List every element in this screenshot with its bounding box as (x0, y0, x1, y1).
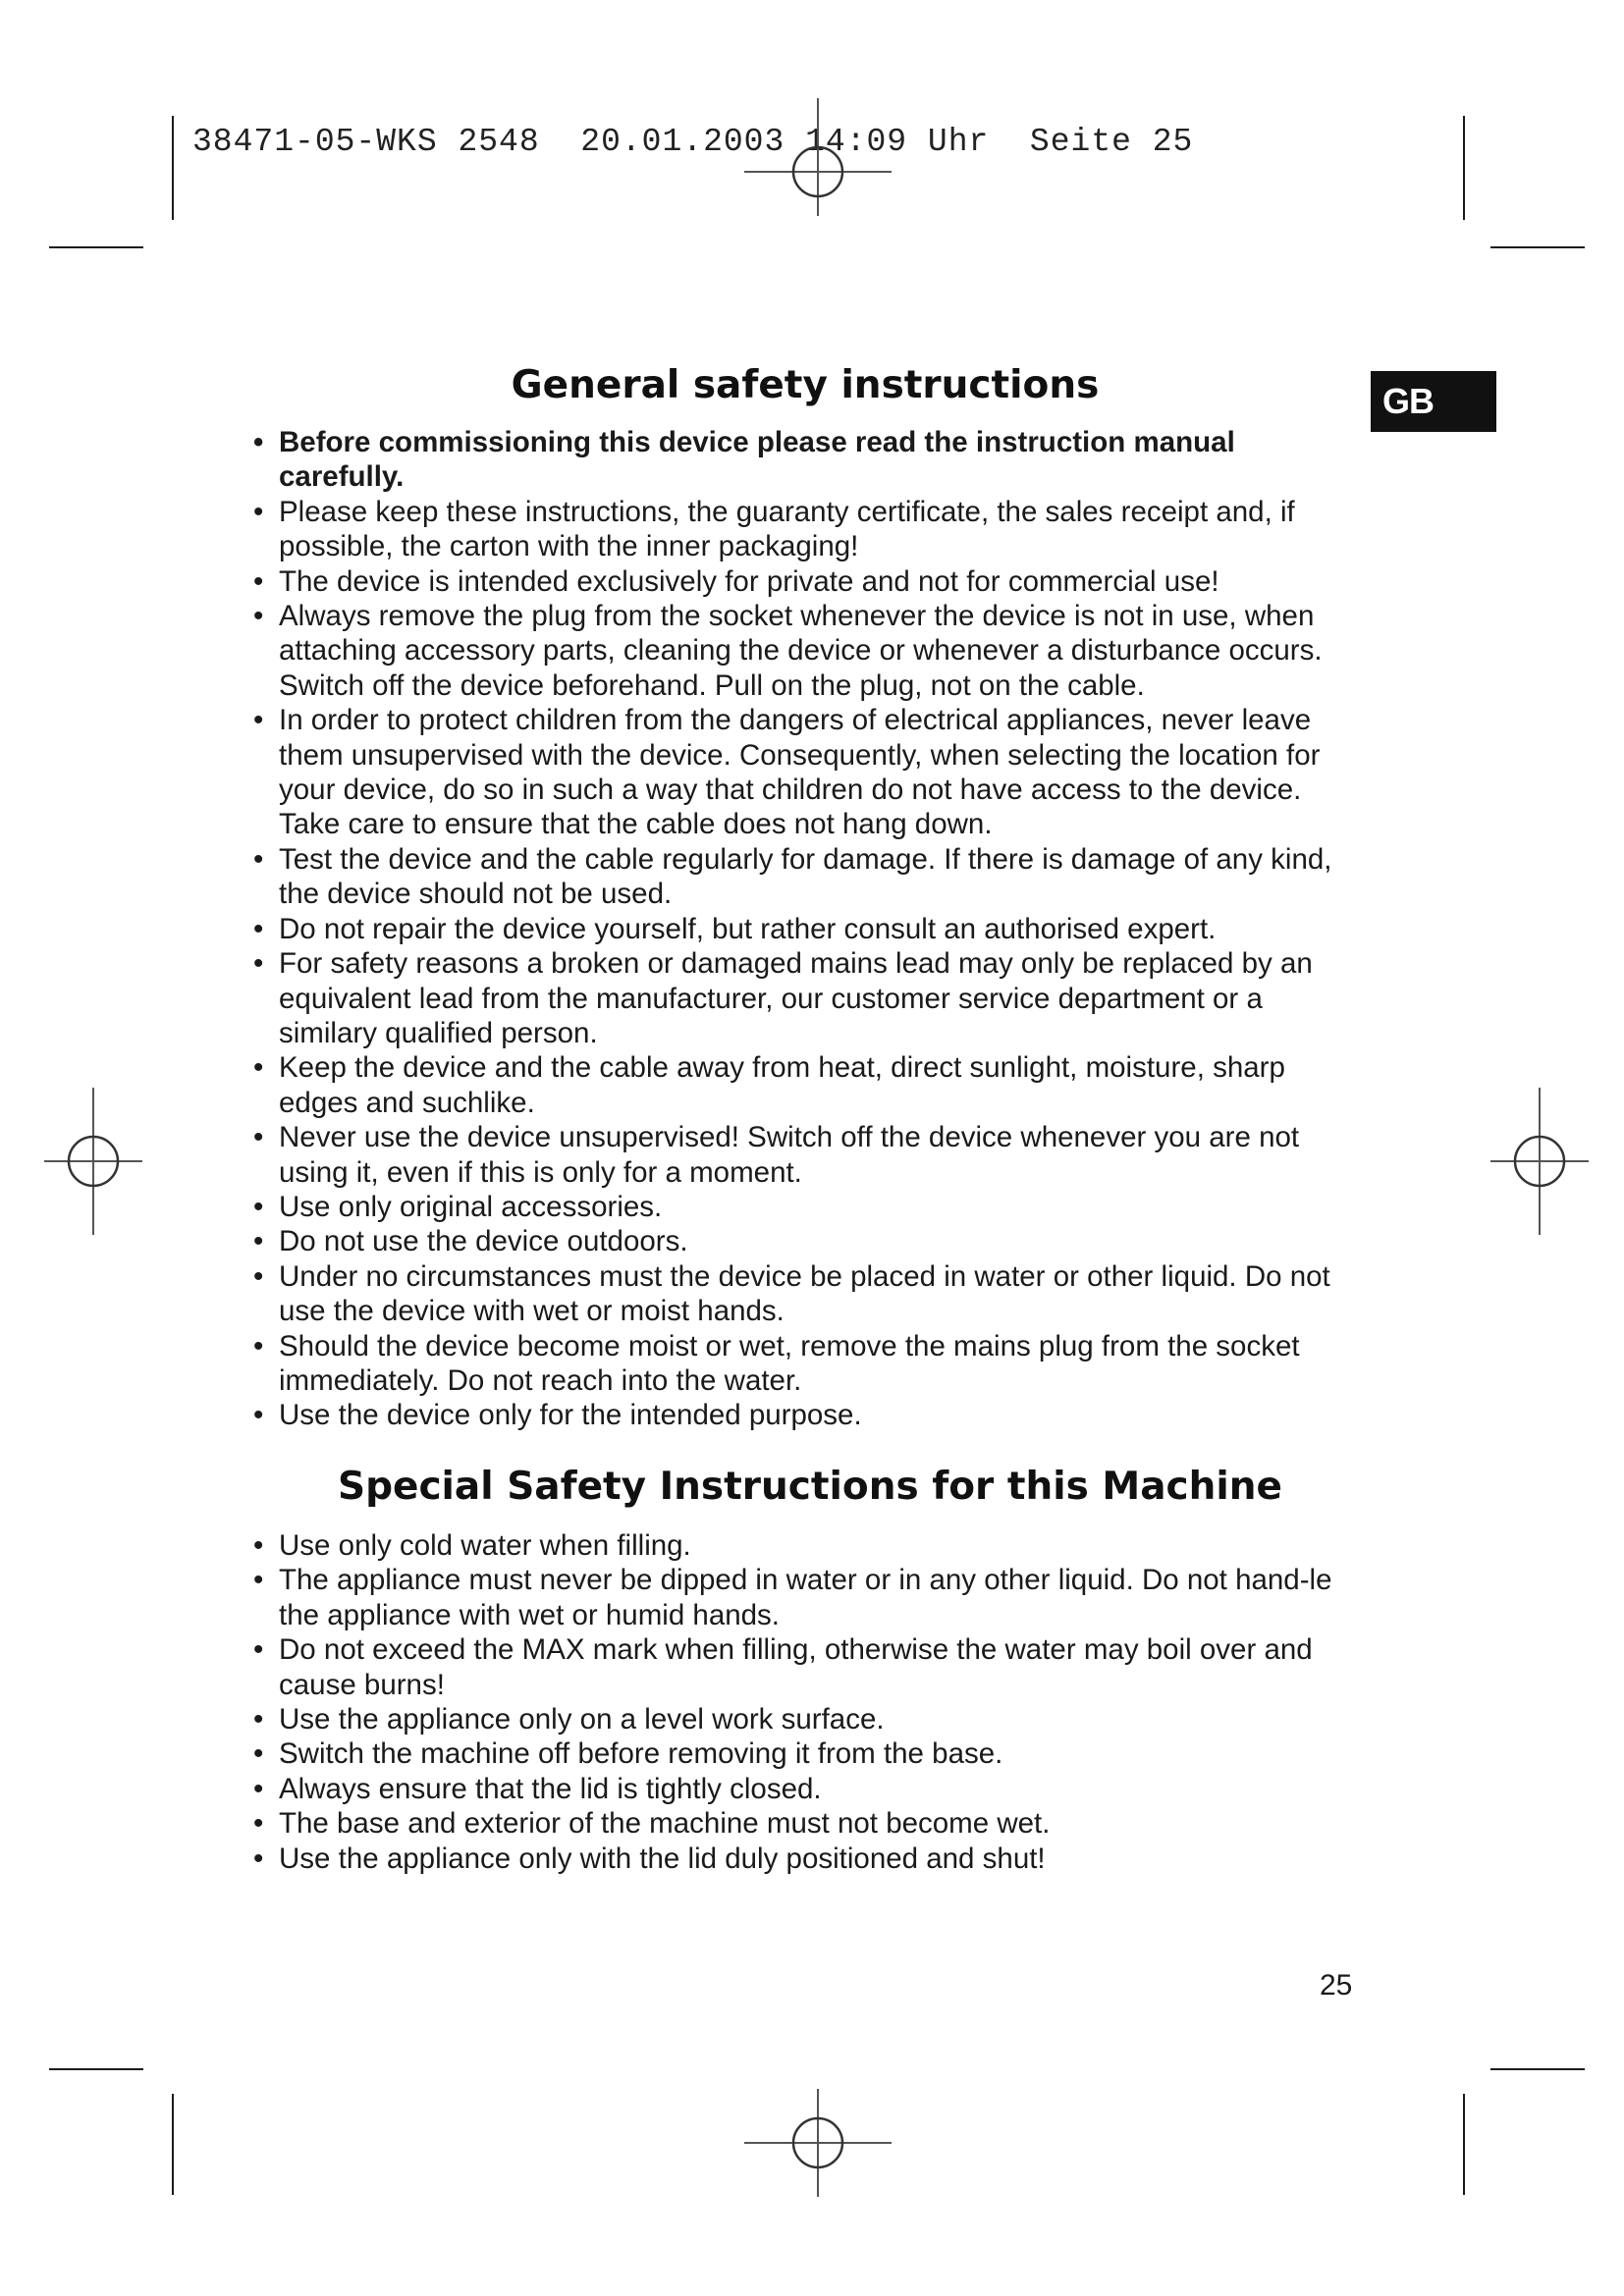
print-slug: 38471-05-WKS 2548 20.01.2003 14:09 Uhr Seite 25 (192, 124, 1194, 160)
list-item: • Switch the machine off before removing it from the base. (253, 1736, 1363, 1771)
language-tab: GB (1371, 371, 1496, 432)
crop-mark (49, 246, 143, 248)
list-item: • In order to protect children from the dangers of electrical appliances, never leave them unsupervised with the device. Consequently, when selecting the location for your device, do so in such a way that children do not have access to the device. Take care to ensure that the cable does not hang down. (253, 703, 1363, 842)
crop-mark (1463, 116, 1465, 220)
crop-mark (1490, 246, 1585, 248)
crop-mark (172, 2094, 174, 2195)
registration-mark-bottom (744, 2069, 892, 2216)
list-item: • Use only original accessories. (253, 1190, 1363, 1224)
list-item: • For safety reasons a broken or damaged mains lead may only be replaced by an equivalent lead from the manufacturer, our customer service department or a similary qualified person. (253, 946, 1363, 1050)
list-item: • Always remove the plug from the socket whenever the device is not in use, when attaching accessory parts, cleaning the device or whenever a disturbance occurs. Switch off the device beforehand. Pull on the plug, not on the cable. (253, 599, 1363, 703)
list-item: • Keep the device and the cable away from heat, direct sunlight, moisture, sharp edges and suchlike. (253, 1050, 1363, 1120)
registration-mark-left (20, 1088, 167, 1235)
crop-mark (1490, 2068, 1585, 2070)
crop-mark (172, 116, 174, 220)
list-item: • Should the device become moist or wet, remove the mains plug from the socket immediately. Do not reach into the water. (253, 1329, 1363, 1399)
list-item: • Use the appliance only with the lid duly positioned and shut! (253, 1842, 1363, 1876)
list-item: • Please keep these instructions, the guaranty certificate, the sales receipt and, if possible, the carton with the inner packaging! (253, 495, 1363, 564)
registration-mark-right (1466, 1088, 1613, 1235)
crop-mark (49, 2068, 143, 2070)
special-safety-list (253, 1528, 1363, 1876)
list-item: • Do not use the device outdoors. (253, 1224, 1363, 1258)
list-item: • Use the device only for the intended purpose. (253, 1398, 1363, 1432)
list-item: • The base and exterior of the machine must not become wet. (253, 1806, 1363, 1841)
list-item: • Never use the device unsupervised! Switch off the device whenever you are not using it, even if this is only for a moment. (253, 1120, 1363, 1190)
registration-mark-top (744, 98, 892, 245)
crop-mark (1463, 2094, 1465, 2195)
list-item: • Test the device and the cable regularly for damage. If there is damage of any kind, the device should not be used. (253, 842, 1363, 912)
list-item: • Do not repair the device yourself, but rather consult an authorised expert. (253, 912, 1363, 946)
list-item: • Before commissioning this device please read the instruction manual carefully. (253, 425, 1363, 495)
special-safety-heading: Special Safety Instructions for this Machine (337, 1465, 1282, 1509)
list-item: • Use only cold water when filling. (253, 1528, 1363, 1563)
general-safety-list (253, 425, 1363, 1433)
list-item: • The device is intended exclusively for private and not for commercial use! (253, 564, 1363, 599)
list-item: • Use the appliance only on a level work surface. (253, 1702, 1363, 1736)
list-item: • The appliance must never be dipped in water or in any other liquid. Do not hand-le the appliance with wet or humid hands. (253, 1563, 1363, 1632)
general-safety-heading: General safety instructions (511, 363, 1100, 407)
list-item: • Under no circumstances must the device be placed in water or other liquid. Do not use the device with wet or moist hands. (253, 1259, 1363, 1329)
page-number: 25 (1320, 1969, 1353, 2002)
list-item: • Do not exceed the MAX mark when filling, otherwise the water may boil over and cause burns! (253, 1632, 1363, 1702)
list-item: • Always ensure that the lid is tightly closed. (253, 1772, 1363, 1806)
